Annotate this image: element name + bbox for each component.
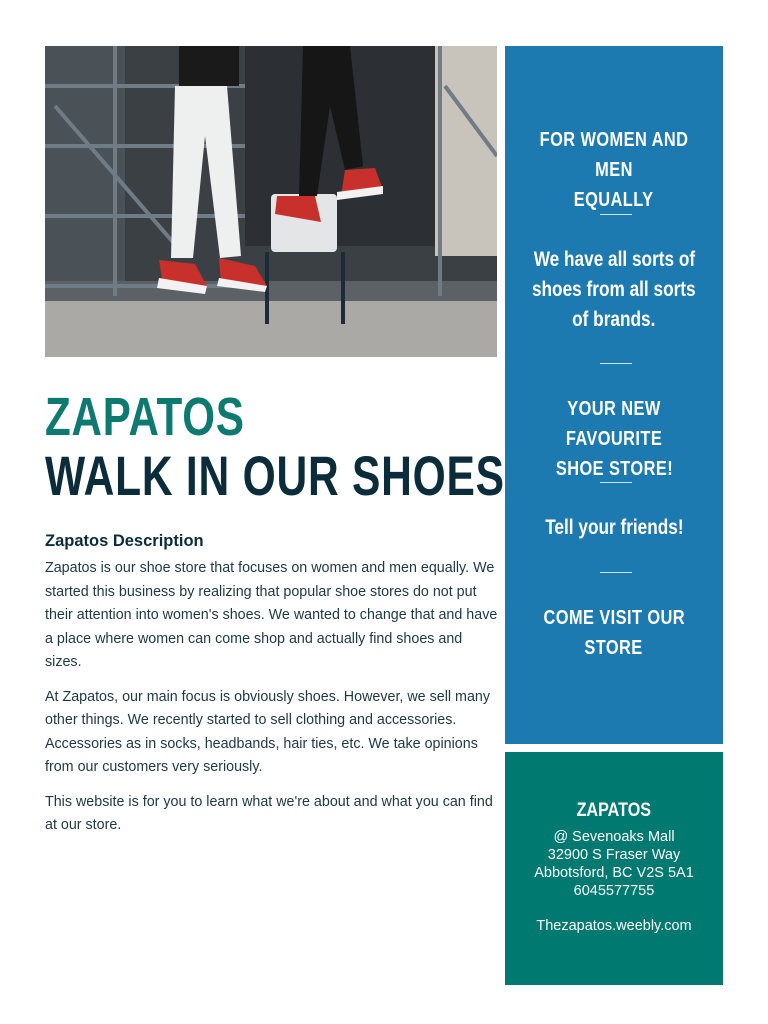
feature-women-men: FOR WOMEN AND MEN EQUALLY [539, 129, 689, 211]
description-paragraph: At Zapatos, our main focus is obviously shoes. However, we sell many other things. We recently started to sell clothing and accessories. Accessories as in socks, headbands, hair ties, etc. We take opinions from our customers very seriously. [45, 688, 490, 775]
description-paragraph: Zapatos is our shoe store that focuses on women and men equally. We started this business by realizing that popular shoe stores do not put their attention into women's shoes. We wanted to change that and have a place where women can come shop and actually find shoes and sizes. [45, 560, 498, 670]
contact-address [505, 828, 723, 900]
address-line: @ Sevenoaks Mall [553, 829, 675, 845]
description-paragraph: This website is for you to learn what we're about and what you can find at our store. [45, 793, 493, 833]
address-line: 32900 S Fraser Way [547, 847, 681, 863]
contact-name: ZAPATOS [576, 800, 652, 821]
divider [600, 363, 632, 364]
feature-all-brands: We have all sorts of shoes from all sorts of brands. [532, 248, 696, 331]
divider [600, 572, 632, 573]
tagline-title: WALK IN OUR SHOES [45, 444, 505, 507]
feature-tell-friends: Tell your friends! [544, 516, 684, 539]
website-link[interactable]: Thezapatos.weebly.com [536, 918, 692, 934]
features-sidebar [505, 46, 723, 744]
divider [600, 482, 632, 483]
hero-photo [45, 46, 497, 357]
contact-panel [505, 752, 723, 985]
feature-visit-store: COME VISIT OUR STORE [543, 607, 685, 659]
feature-favourite-store: YOUR NEW FAVOURITE SHOE STORE! [555, 398, 673, 480]
address-line: Abbotsford, BC V2S 5A1 [534, 865, 694, 881]
description-body [45, 557, 501, 849]
phone-number: 6045577755 [573, 883, 655, 899]
sneakers-photo-illustration [45, 46, 497, 357]
divider [600, 214, 632, 215]
description-title: Zapatos Description [45, 532, 204, 550]
brand-title: ZAPATOS [45, 387, 245, 447]
